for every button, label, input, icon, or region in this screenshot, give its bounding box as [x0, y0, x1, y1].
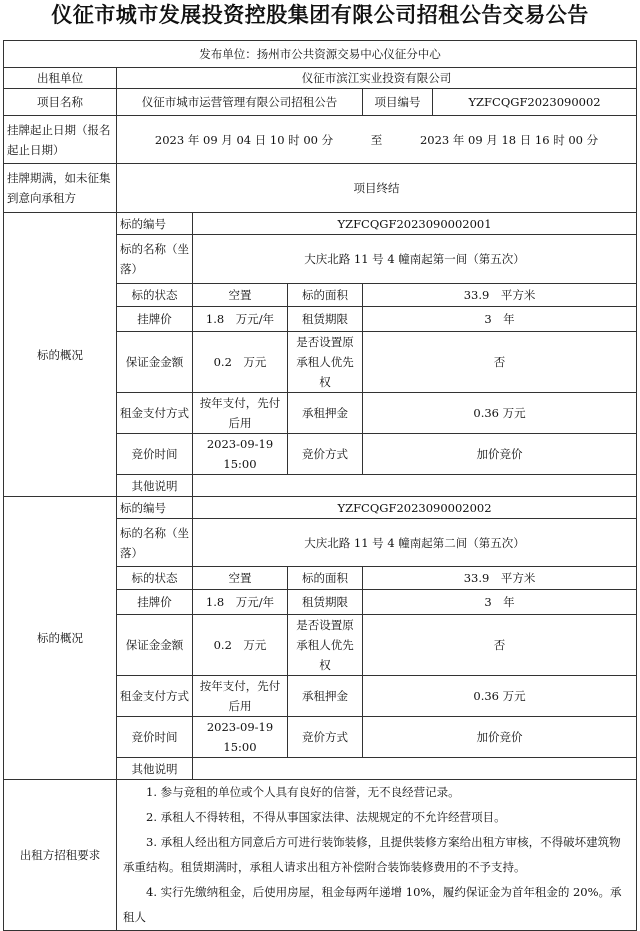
- requirement-item: 1. 参与竞租的单位或个人具有良好的信誉，无不良经营记录。: [146, 785, 460, 799]
- area-value: 33.9 平方米: [363, 284, 637, 307]
- payment-label: 租金支付方式: [117, 393, 193, 434]
- term-value: 3 年: [363, 307, 637, 332]
- listing-start: 2023 年 09 月 04 日 10 时 00 分: [154, 132, 334, 147]
- status-value: 空置: [193, 567, 288, 590]
- lots-section-label: 标的概况: [4, 213, 117, 497]
- listing-period-value: [117, 116, 637, 164]
- project-no-value: YZFCQGF2023090002: [433, 89, 637, 116]
- other-value: [193, 758, 637, 780]
- bid-time-label: 竞价时间: [117, 434, 193, 475]
- expiry-label: 挂牌期满，如未征集到意向承租方: [4, 164, 117, 213]
- announcement-table: [3, 40, 637, 931]
- area-value: 33.9 平方米: [363, 567, 637, 590]
- bid-time-label: 竞价时间: [117, 717, 193, 758]
- lot-no-value: YZFCQGF2023090002001: [193, 213, 637, 235]
- project-name-label: 项目名称: [4, 89, 117, 116]
- lot-name-value: 大庆北路 11 号 4 幢南起第二间（第五次）: [193, 519, 637, 567]
- lessor-value: 仪征市滨江实业投资有限公司: [117, 68, 637, 89]
- price-label: 挂牌价: [117, 590, 193, 615]
- area-label: 标的面积: [288, 284, 363, 307]
- lot-no-label: 标的编号: [117, 497, 193, 519]
- status-value: 空置: [193, 284, 288, 307]
- term-value: 3 年: [363, 590, 637, 615]
- term-label: 租赁期限: [288, 590, 363, 615]
- status-label: 标的状态: [117, 284, 193, 307]
- bid-method-label: 竞价方式: [288, 717, 363, 758]
- priority-value: 否: [363, 332, 637, 393]
- lessor-row: [4, 68, 637, 89]
- deposit-value: 0.2 万元: [193, 332, 288, 393]
- other-value: [193, 475, 637, 497]
- lot-no-value: YZFCQGF2023090002002: [193, 497, 637, 519]
- priority-label: 是否设置原承租人优先权: [288, 332, 363, 393]
- listing-period-row: [4, 116, 637, 164]
- listing-end: 2023 年 09 月 18 日 16 时 00 分: [419, 132, 599, 147]
- price-value: 1.8 万元/年: [193, 590, 288, 615]
- listing-period-label: 挂牌起止日期（报名起止日期）: [4, 116, 117, 164]
- publisher-text: 发布单位：扬州市公共资源交易中心仪征分中心: [4, 41, 637, 68]
- security-value: 0.36 万元: [363, 393, 637, 434]
- payment-label: 租金支付方式: [117, 676, 193, 717]
- other-label: 其他说明: [117, 475, 193, 497]
- requirements-text: [117, 780, 637, 931]
- requirements-label: 出租方招租要求: [4, 780, 117, 931]
- requirement-item: 2. 承租人不得转租，不得从事国家法律、法规规定的不允许经营项目。: [146, 810, 506, 824]
- lots-section-label: 标的概况: [4, 497, 117, 780]
- project-row: [4, 89, 637, 116]
- lot-2-no-row: [4, 497, 637, 519]
- lot-name-value: 大庆北路 11 号 4 幢南起第一间（第五次）: [193, 235, 637, 284]
- lessor-label: 出租单位: [4, 68, 117, 89]
- security-label: 承租押金: [288, 393, 363, 434]
- price-label: 挂牌价: [117, 307, 193, 332]
- bid-method-value: 加价竞价: [363, 717, 637, 758]
- status-label: 标的状态: [117, 567, 193, 590]
- project-name-value: 仪征市城市运营管理有限公司招租公告: [117, 89, 363, 116]
- bid-method-label: 竞价方式: [288, 434, 363, 475]
- requirement-item: 4. 实行先缴纳租金，后使用房屋，租金每两年递增 10%，履约保证金为首年租金的 20%。承租人: [123, 885, 622, 924]
- bid-time-value: 2023-09-19 15:00: [193, 717, 288, 758]
- publisher-row: [4, 41, 637, 68]
- deposit-value: 0.2 万元: [193, 615, 288, 676]
- lot-name-label: 标的名称（坐落）: [117, 519, 193, 567]
- requirement-item: 3. 承租人经出租方同意后方可进行装饰装修，且提供装修方案给出租方审核，不得破坏建筑物承重结构。租赁期满时，承租人请求出租方补偿附合装饰装修费用的不予支持。: [123, 835, 621, 874]
- expiry-row: [4, 164, 637, 213]
- priority-label: 是否设置原承租人优先权: [288, 615, 363, 676]
- term-label: 租赁期限: [288, 307, 363, 332]
- lot-name-label: 标的名称（坐落）: [117, 235, 193, 284]
- priority-value: 否: [363, 615, 637, 676]
- project-no-label: 项目编号: [363, 89, 433, 116]
- security-value: 0.36 万元: [363, 676, 637, 717]
- listing-to: 至: [370, 132, 383, 147]
- price-value: 1.8 万元/年: [193, 307, 288, 332]
- bid-method-value: 加价竞价: [363, 434, 637, 475]
- area-label: 标的面积: [288, 567, 363, 590]
- lot-no-label: 标的编号: [117, 213, 193, 235]
- expiry-value: 项目终结: [117, 164, 637, 213]
- deposit-label: 保证金金额: [117, 332, 193, 393]
- bid-time-value: 2023-09-19 15:00: [193, 434, 288, 475]
- lot-1-no-row: [4, 213, 637, 235]
- requirements-row: [4, 780, 637, 931]
- announcement-title: 仪征市城市发展投资控股集团有限公司招租公告交易公告: [51, 3, 589, 27]
- security-label: 承租押金: [288, 676, 363, 717]
- deposit-label: 保证金金额: [117, 615, 193, 676]
- payment-value: 按年支付，先付后用: [193, 393, 288, 434]
- other-label: 其他说明: [117, 758, 193, 780]
- payment-value: 按年支付，先付后用: [193, 676, 288, 717]
